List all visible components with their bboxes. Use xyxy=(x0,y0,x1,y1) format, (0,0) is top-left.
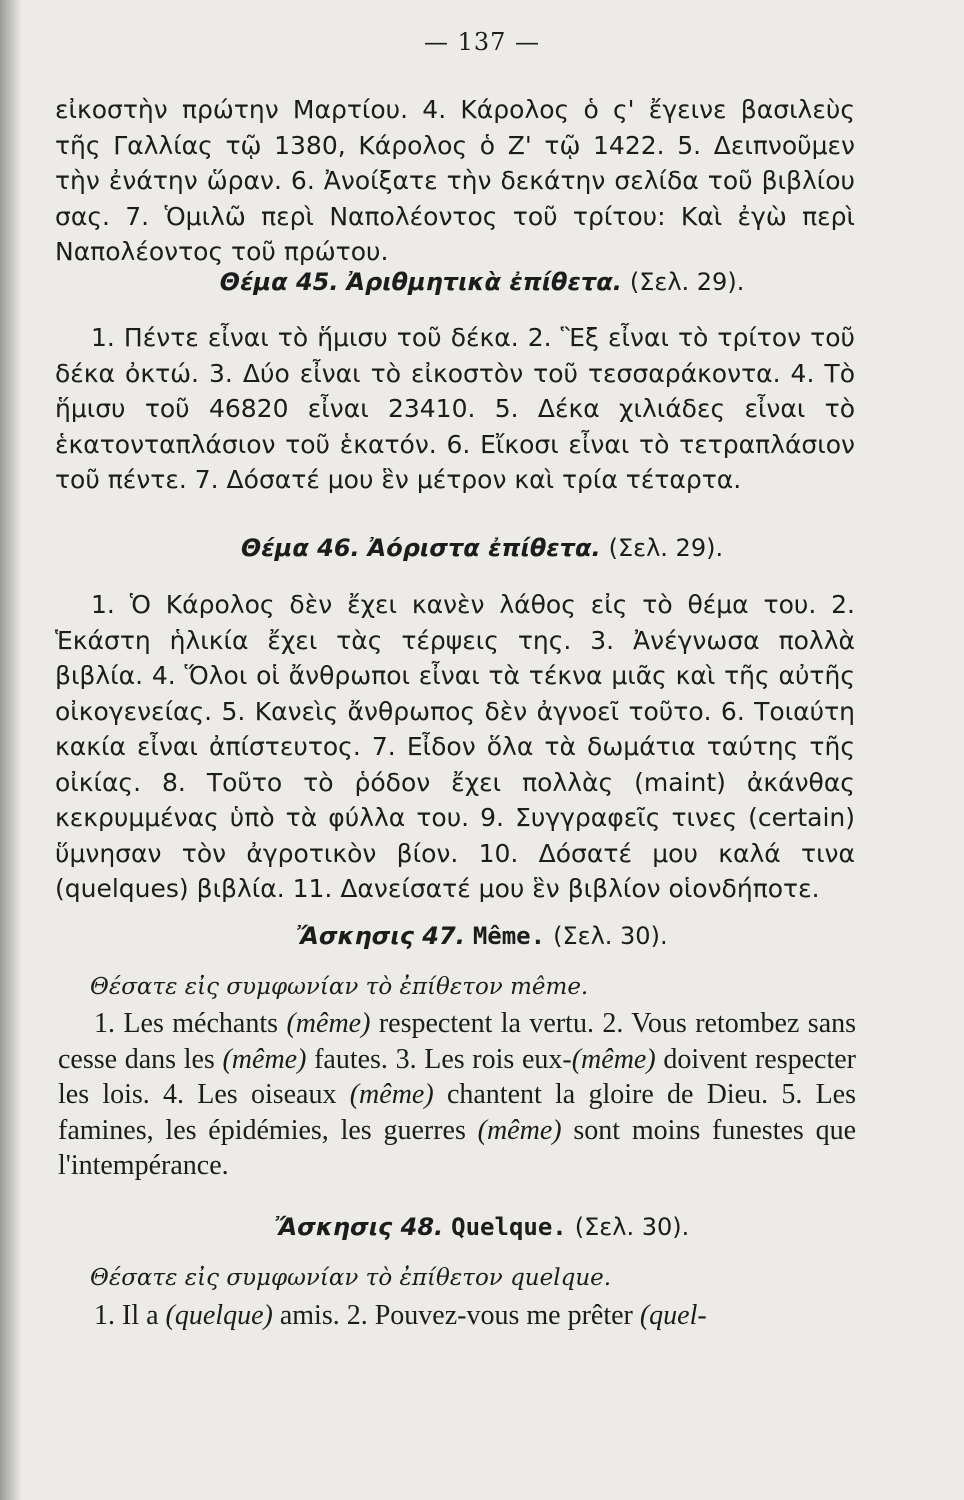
paragraph-thema-45: 1. Πέντε εἶναι τὸ ἥμισυ τοῦ δέκα. 2. Ἓξ εἶναι τὸ τρίτον τοῦ δέκα ὀκτώ. 3. Δύο εἶναι τὸ εἰκοστὸν τοῦ τεσσαράκοντα. 4. Τὸ ἥμισυ τοῦ 46820 εἶναι 23410. 5. Δέκα χιλιάδες εἶναι τὸ ἑκατονταπλάσιον τοῦ ἑκατόν. 6. Εἴκοσι εἶναι τὸ τετραπλάσιον τοῦ πέντε. 7. Δόσατέ μου ἓν μέτρον καὶ τρία τέταρτα. xyxy=(55,323,855,494)
heading-title: Quelque. xyxy=(451,1213,567,1241)
heading-title: Ἀόριστα ἐπίθετα. xyxy=(367,534,601,562)
sentence-text: sont moins funestes que l'intempérance. xyxy=(58,1114,857,1181)
heading-thema-45 xyxy=(0,268,964,296)
meme-placeholder: (même) xyxy=(286,1008,371,1039)
sentence-text: 1. Il a xyxy=(94,1300,159,1331)
heading-label: Θέμα 46. xyxy=(240,534,360,562)
page-number: — 137 — xyxy=(423,28,541,56)
heading-title: Même. xyxy=(472,922,546,950)
meme-placeholder: (même) xyxy=(349,1079,434,1110)
instruction-47: Θέσατε εἰς συμφωνίαν τὸ ἐπίθετον même. xyxy=(90,974,589,1000)
meme-placeholder: (même) xyxy=(571,1043,656,1075)
paragraph-askisis-48 xyxy=(58,1298,856,1334)
heading-title: Ἀριθμητικὰ ἐπίθετα. xyxy=(346,268,622,296)
sentence-text: respectent la vertu. 2. Vous retombez sans cesse dans les xyxy=(58,1008,857,1075)
sentence-text: 1. Les méchants xyxy=(94,1008,279,1039)
sentence-text: chantent la gloire de Dieu. 5. Les famines, les épidémies, les guerres xyxy=(58,1079,857,1146)
sentence-text: doivent respecter les lois. 4. Les oiseaux xyxy=(58,1043,856,1110)
heading-page-ref: (Σελ. 30). xyxy=(574,1213,690,1241)
heading-askisis-48 xyxy=(0,1213,964,1241)
heading-askisis-47 xyxy=(0,922,964,950)
instruction-48: Θέσατε εἰς συμφωνίαν τὸ ἐπίθετον quelque. xyxy=(90,1265,612,1291)
page-binding-edge xyxy=(0,0,22,1500)
sentence-text: amis. 2. Pouvez-vous me prêter xyxy=(279,1300,633,1331)
heading-label: Ἄσκησις 48. xyxy=(274,1213,444,1241)
heading-label: Θέμα 45. xyxy=(219,268,339,296)
paragraph-thema-46: 1. Ὁ Κάρολος δὲν ἔχει κανὲν λάθος εἰς τὸ θέμα του. 2. Ἑκάστη ἡλικία ἔχει τὰς τέρψεις της. 3. Ἀνέγνωσα πολλὰ βιβλία. 4. Ὅλοι οἱ ἄνθρωποι εἶναι τὰ τέκνα μιᾶς καὶ τῆς αὐτῆς οἰκογενείας. 5. Κανεὶς ἄνθρωπος δὲν ἀγνοεῖ τοῦτο. 6. Τοιαύτη κακία εἶναι ἀπίστευτος. 7. Εἶδον ὅλα τὰ δωμάτια ταύτης τῆς οἰκίας. 8. Τοῦτο τὸ ῥόδον ἔχει πολλὰς (maint) ἀκάνθας κεκρυμμένας ὑπὸ τὰ φύλλα του. 9. Συγγραφεῖς τινες (certain) ὕμνησαν τὸν ἀγροτικὸν βίον. 10. Δόσατέ μου καλά τινα (quelques) βιβλία. 11. Δανείσατέ μου ἓν βιβλίον οἱονδήποτε. xyxy=(55,590,855,903)
sentence-text: fautes. 3. Les rois eux- xyxy=(314,1043,572,1075)
paragraph-askisis-47 xyxy=(58,1006,856,1184)
heading-page-ref: (Σελ. 29). xyxy=(629,268,745,296)
quelque-placeholder: (quel- xyxy=(639,1300,707,1331)
quelque-placeholder: (quelque) xyxy=(165,1300,273,1331)
heading-thema-46 xyxy=(0,534,964,562)
heading-page-ref: (Σελ. 29). xyxy=(608,534,724,562)
paragraph-intro: εἰκοστὴν πρώτην Μαρτίου. 4. Κάρολος ὁ ς' ἔγεινε βασιλεὺς τῆς Γαλλίας τῷ 1380, Κάρολος ὁ Ζ' τῷ 1422. 5. Δειπνοῦμεν τὴν ἐνάτην ὥραν. 6. Ἀνοίξατε τὴν δεκάτην σελίδα τοῦ βιβλίου σας. 7. Ὁμιλῶ περὶ Ναπολέοντος τοῦ τρίτου: Καὶ ἐγὼ περὶ Ναπολέοντος τοῦ πρώτου. xyxy=(55,95,855,266)
meme-placeholder: (même) xyxy=(222,1043,307,1075)
heading-page-ref: (Σελ. 30). xyxy=(553,922,668,950)
meme-placeholder: (même) xyxy=(477,1114,562,1146)
heading-label: Ἄσκησις 47. xyxy=(296,922,465,950)
